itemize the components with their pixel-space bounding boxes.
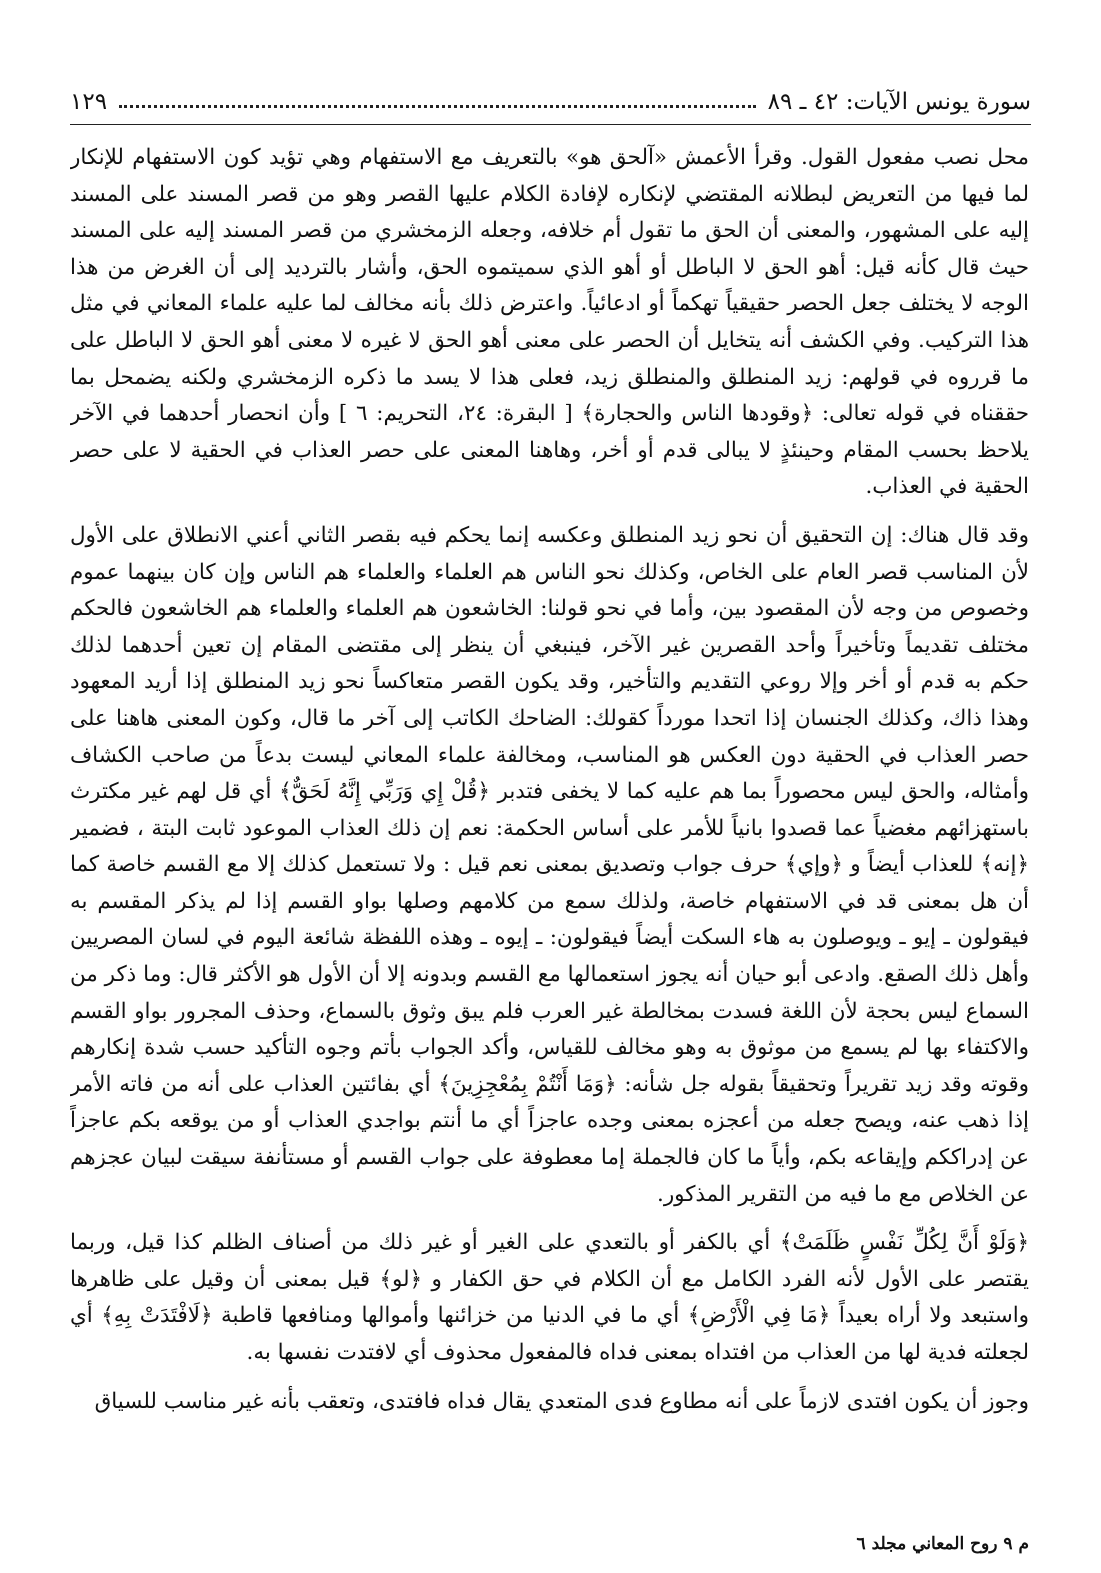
running-header [70,84,1031,120]
main-text [70,140,1029,1520]
surah-title: سورة يونس الآيات: ٤٢ ـ ٨٩ [767,89,1031,115]
header-rule [70,124,1031,125]
paragraph: وجوز أن يكون افتدى لازماً على أنه مطاوع فدى المتعدي يقال فداه فافتدى، وتعقب بأنه غير مناسب للسياق [94,1388,1029,1414]
leader-dots [119,105,756,108]
signature-mark: م ٩ روح المعاني مجلد ٦ [856,1534,1029,1554]
page-number: ١٢٩ [70,89,108,115]
paragraph: وقد قال هناك: إن التحقيق أن نحو زيد المنطلق وعكسه إنما يحكم فيه بقصر الثاني أعني الانطلاق على الأول لأن المناسب قصر العام على الخاص، وكذلك نحو الناس هم العلماء والعلماء هم الناس وإن كان بينهما عموم وخصوص من وجه لأن المقصود بين، وأما في نحو قولنا: الخاشعون هم العلماء والعلماء هم الخاشعون فالحكم مختلف تقديماً وتأخيراً وأحد القصرين غير الآخر، فينبغي أن ينظر إلى مقتضى المقام إن تعين أحدهما لذلك حكم به قدم أو أخر وإلا روعي التقديم والتأخير، وقد يكون القصر متعاكساً نحو زيد المنطلق إذا أريد المعهود وهذا ذاك، وكذلك الجنسان إذا اتحدا مورداً كقولك: الضاحك الكاتب إلى آخر ما قال، وكون المعنى هاهنا على حصر العذاب في الحقية دون العكس هو المناسب، ومخالفة علماء المعاني ليست بدعاً من صاحب الكشاف وأمثاله، والحق ليس محصوراً بما هم عليه كما لا يخفى فتدبر ﴿قُلْ إِي وَرَبِّي إِنَّهُ لَحَقٌّ﴾ أي قل لهم غير مكترث باستهزائهم مغضياً عما قصدوا بانياً للأمر على أساس الحكمة: نعم إن ذلك العذاب الموعود ثابت البتة ، فضمير ﴿إنه﴾ للعذاب أيضاً و ﴿وإي﴾ حرف جواب وتصديق بمعنى نعم قيل : ولا تستعمل كذلك إلا مع القسم خاصة كما أن هل بمعنى قد في الاستفهام خاصة، ولذلك سمع من كلامهم وصلها بواو القسم إذا لم يذكر المقسم به فيقولون ـ إيو ـ ويوصلون به هاء السكت أيضاً فيقولون: ـ إيوه ـ وهذه اللفظة شائعة اليوم في لسان المصريين وأهل ذلك الصقع. وادعى أبو حيان أنه يجوز استعمالها مع القسم وبدونه إلا أن الأول هو الأكثر قال: وما ذكر من السماع ليس بحجة لأن اللغة فسدت بمخالطة غير العرب فلم يبق وثوق بالسماع، وحذف المجرور بواو القسم والاكتفاء بها لم يسمع من موثوق به وهو مخالف للقياس، وأكد الجواب بأتم وجوه التأكيد حسب شدة إنكارهم وقوته وقد زيد تقريراً وتحقيقاً بقوله جل شأنه: ﴿وَمَا أَنْتُمْ بِمُعْجِزِينَ﴾ أي بفائتين العذاب على أنه من فاته الأمر إذا ذهب عنه، ويصح جعله من أعجزه بمعنى وجده عاجزاً أي ما أنتم بواجدي العذاب أو من يوقعه بكم عاجزاً عن إدراككم وإيقاعه بكم، وأياً ما كان فالجملة إما معطوفة على جواب القسم أو مستأنفة سيقت لبيان عجزهم عن الخلاص مع ما فيه من التقرير المذكور. [70,522,1029,1207]
paragraph: محل نصب مفعول القول. وقرأ الأعمش «آلحق هو» بالتعريف مع الاستفهام وهي تؤيد كون الاستفهام للإنكار لما فيها من التعريض لبطلانه المقتضي لإنكاره لإفادة الكلام عليها القصر وهو من قصر المسند على المسند إليه على المشهور، والمعنى أن الحق ما تقول أم خلافه، وجعله الزمخشري من قصر المسند إليه على المسند حيث قال كأنه قيل: أهو الحق لا الباطل أو أهو الذي سميتموه الحق، وأشار بالترديد إلى أن الغرض من هذا الوجه لا يختلف جعل الحصر حقيقياً تهكماً أو ادعائياً. واعترض ذلك بأنه مخالف لما عليه علماء المعاني في مثل هذا التركيب. وفي الكشف أنه يتخايل أن الحصر على معنى أهو الحق لا غيره لا معنى أهو الحق لا الباطل على ما قرروه في قولهم: زيد المنطلق والمنطلق زيد، فعلى هذا لا يسد ما ذكره الزمخشري ولكنه يضمحل بما حققناه في قوله تعالى: ﴿وقودها الناس والحجارة﴾ [ البقرة: ٢٤، التحريم: ٦ ] وأن انحصار أحدهما في الآخر يلاحظ بحسب المقام وحينئذٍ لا يبالى قدم أو أخر، وهاهنا المعنى على حصر العذاب في الحقية لا على حصر الحقية في العذاب. [70,145,1029,500]
paragraph: ﴿وَلَوْ أَنَّ لِكُلِّ نَفْسٍ ظَلَمَتْ﴾ أي بالكفر أو بالتعدي على الغير أو غير ذلك من أصناف الظلم كذا قيل، وربما يقتصر على الأول لأنه الفرد الكامل مع أن الكلام في حق الكفار و ﴿لو﴾ قيل بمعنى أن وقيل على ظاهرها واستبعد ولا أراه بعيداً ﴿مَا فِي الْأَرْضِ﴾ أي ما في الدنيا من خزائنها وأموالها ومنافعها قاطبة ﴿لَافْتَدَتْ بِهِ﴾ أي لجعلته فدية لها من العذاب من افتداه بمعنى فداه فالمفعول محذوف أي لافتدت نفسها به. [70,1230,1029,1365]
